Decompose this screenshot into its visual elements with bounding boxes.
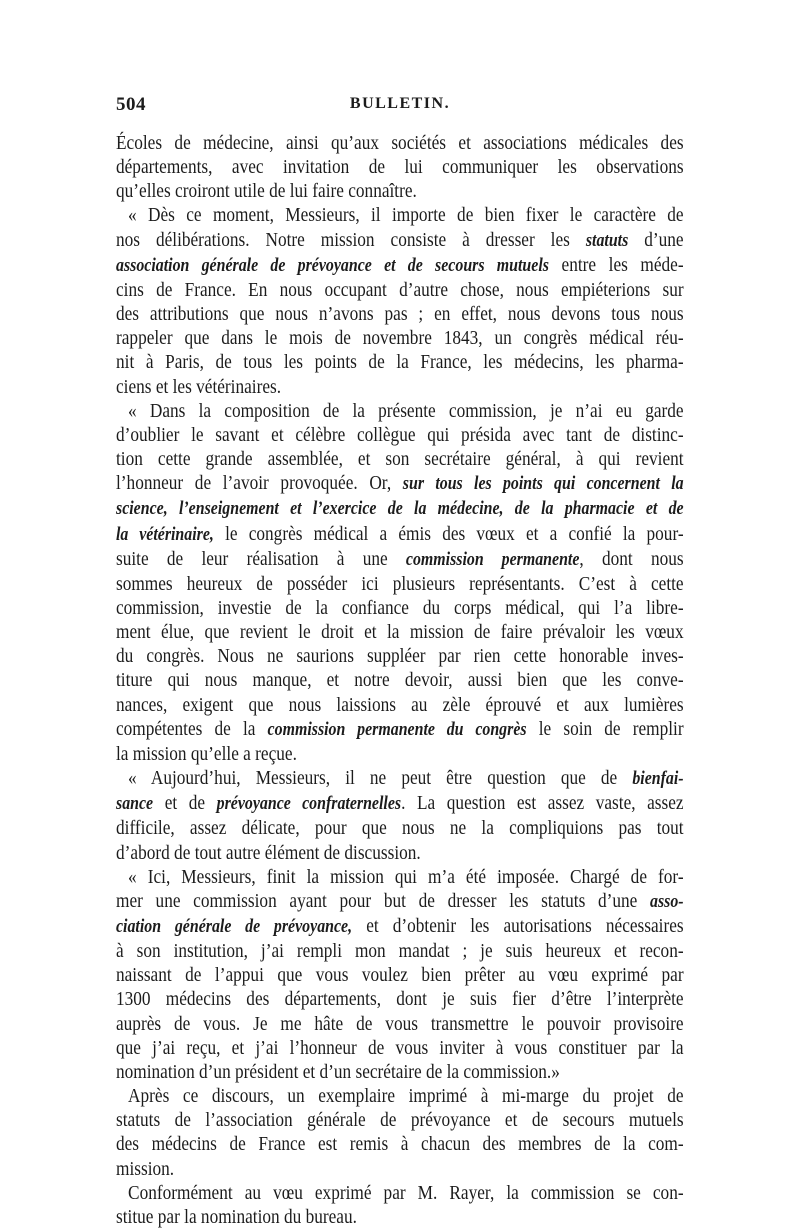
text-line [116, 522, 684, 547]
text-line [116, 1060, 684, 1084]
text-line [116, 572, 684, 596]
text-run: stitue par la nomination du bureau. [116, 1205, 357, 1228]
text-run: du congrès. Nous ne saurions suppléer par rien cette honorable inves- [116, 645, 684, 668]
text-run: cins de France. En nous occupant d’autre chose, nous empiéterions sur [116, 278, 684, 301]
text-line [116, 423, 684, 447]
text-line [116, 326, 684, 350]
italic-phrase: commission permanente [405, 549, 580, 570]
text-line [116, 1181, 684, 1205]
text-line [116, 791, 684, 816]
body-text [116, 131, 684, 1229]
text-run: l’honneur de l’avoir provoquée. Or, [116, 472, 403, 495]
text-run: Écoles de médecine, ainsi qu’aux sociétés et associations médicales des [116, 132, 684, 154]
text-run: auprès de vous. Je me hâte de vous transmettre le pouvoir provisoire [116, 1012, 684, 1035]
text-run: entre les méde- [548, 253, 684, 276]
italic-phrase: science, l’enseignement et l’exercice de la médecine, de la pharmacie et de [116, 499, 684, 520]
text-run: mission. [116, 1157, 175, 1180]
italic-phrase: asso- [650, 891, 684, 912]
text-line [116, 914, 684, 939]
page-number: 504 [116, 94, 146, 115]
text-line [116, 471, 684, 496]
text-run: suite de leur réalisation à une [116, 547, 406, 570]
text-run: la mission qu’elle a reçue. [116, 742, 297, 765]
text-run: « Dans la composition de la présente commission, je n’ai eu garde [128, 399, 684, 422]
text-line [116, 889, 684, 914]
italic-phrase: la vétérinaire, [116, 524, 214, 545]
text-line [116, 865, 684, 889]
text-run: commission, investie de la confiance du corps médical, qui l’a libre- [116, 596, 684, 619]
text-line [116, 1132, 684, 1156]
text-run: sommes heureux de posséder ici plusieurs représentants. C’est à cette [116, 572, 684, 595]
text-run: et d’obtenir les autorisations nécessaires [352, 915, 684, 937]
text-line [116, 939, 684, 963]
italic-phrase: association générale de prévoyance et de secours mutuels [116, 255, 549, 276]
text-run: d’oublier le savant et célèbre collègue qui présida avec tant de distinc- [116, 423, 684, 446]
text-line [116, 596, 684, 620]
italic-phrase: prévoyance confraternelles [216, 794, 402, 815]
text-run: que j’ai reçu, et j’ai l’honneur de vous inviter à vous constituer par la [116, 1036, 684, 1059]
text-run: qu’elles croiront utile de lui faire connaître. [116, 180, 417, 203]
text-run: d’abord de tout autre élément de discussion. [116, 841, 421, 864]
text-run: « Ici, Messieurs, finit la mission qui m’a été imposée. Chargé de for- [128, 865, 684, 888]
text-line [116, 1108, 684, 1132]
text-line [116, 742, 684, 766]
text-line [116, 1084, 684, 1108]
text-run: statuts de l’association générale de prévoyance et de secours mutuels [116, 1109, 684, 1132]
text-line [116, 155, 684, 179]
text-run: rappeler que dans le mois de novembre 1843, un congrès médical réu- [116, 327, 684, 350]
text-line [116, 717, 684, 742]
text-line [116, 841, 684, 865]
text-run: 1300 médecins des départements, dont je suis fier d’être l’interprète [116, 988, 684, 1011]
text-run: et de [153, 792, 217, 815]
text-line [116, 668, 684, 692]
text-run: Après ce discours, un exemplaire imprimé à mi-marge du projet de [128, 1085, 684, 1108]
text-run: Conformément au vœu exprimé par M. Rayer, la commission se con- [128, 1181, 684, 1204]
text-run: nomination d’un président et d’un secrétaire de la commission.» [116, 1060, 560, 1083]
text-line [116, 179, 684, 203]
text-run: « Dès ce moment, Messieurs, il importe de bien fixer le caractère de [128, 204, 684, 227]
text-line [116, 1036, 684, 1060]
text-line [116, 987, 684, 1011]
text-run: tion cette grande assemblée, et son secrétaire général, à qui revient [116, 448, 684, 471]
text-run: nances, exigent que nous laissions au zèle éprouvé et aux lumières [116, 693, 684, 716]
text-run: des médecins de France est remis à chacun des membres de la com- [116, 1133, 684, 1156]
text-run: nos délibérations. Notre mission consiste à dresser les [116, 228, 586, 251]
text-line [116, 228, 684, 253]
text-line [116, 375, 684, 399]
text-run: d’une [628, 228, 684, 251]
text-run: ment élue, que revient le droit et la mission de faire prévaloir les vœux [116, 621, 684, 644]
text-run: , dont nous [579, 547, 684, 570]
text-line [116, 963, 684, 987]
italic-phrase: commission permanente du congrès [267, 719, 527, 740]
text-run: compétentes de la [116, 717, 268, 740]
italic-phrase: bienfai- [632, 769, 684, 790]
text-line [116, 496, 684, 521]
text-line [116, 547, 684, 572]
text-line [116, 816, 684, 840]
text-line [116, 693, 684, 717]
text-line [116, 1157, 684, 1181]
text-line [116, 350, 684, 374]
italic-phrase: sur tous les points qui concernent la [402, 474, 684, 495]
text-run: nit à Paris, de tous les points de la France, les médecins, les pharma- [116, 351, 684, 374]
text-line [116, 766, 684, 791]
running-title: BULLETIN. [349, 95, 451, 112]
text-run: difficile, assez délicate, pour que nous ne la compliquions pas tout [116, 817, 684, 840]
text-run: départements, avec invitation de lui communiquer les observations [116, 156, 684, 179]
text-line [116, 131, 684, 155]
italic-phrase: sance [116, 794, 154, 815]
text-line [116, 620, 684, 644]
text-line [116, 1012, 684, 1036]
text-line [116, 302, 684, 326]
text-run: « Aujourd’hui, Messieurs, il ne peut être question que de [128, 767, 633, 790]
text-run: mer une commission ayant pour but de dresser les statuts d’une [116, 889, 651, 912]
text-run: à son institution, j’ai rempli mon mandat ; je suis heureux et recon- [116, 940, 684, 963]
italic-phrase: statuts [585, 230, 629, 251]
text-run: naissant de l’appui que vous voulez bien prêter au vœu exprimé par [116, 964, 684, 987]
text-line [116, 253, 684, 278]
text-run: le congrès médical a émis des vœux et a confié la pour- [213, 522, 684, 545]
text-line [116, 278, 684, 302]
text-run: titure qui nous manque, et notre devoir, aussi bien que les conve- [116, 669, 684, 692]
italic-phrase: ciation générale de prévoyance, [116, 917, 353, 937]
text-run: ciens et les vétérinaires. [116, 375, 282, 398]
text-run: des attributions que nous n’avons pas ; en effet, nous devons tous nous [116, 303, 684, 326]
text-line [116, 203, 684, 227]
text-line [116, 1205, 684, 1229]
text-line [116, 447, 684, 471]
text-line [116, 399, 684, 423]
text-run: le soin de remplir [526, 717, 684, 740]
text-line [116, 644, 684, 668]
text-run: . La question est assez vaste, assez [401, 792, 684, 815]
